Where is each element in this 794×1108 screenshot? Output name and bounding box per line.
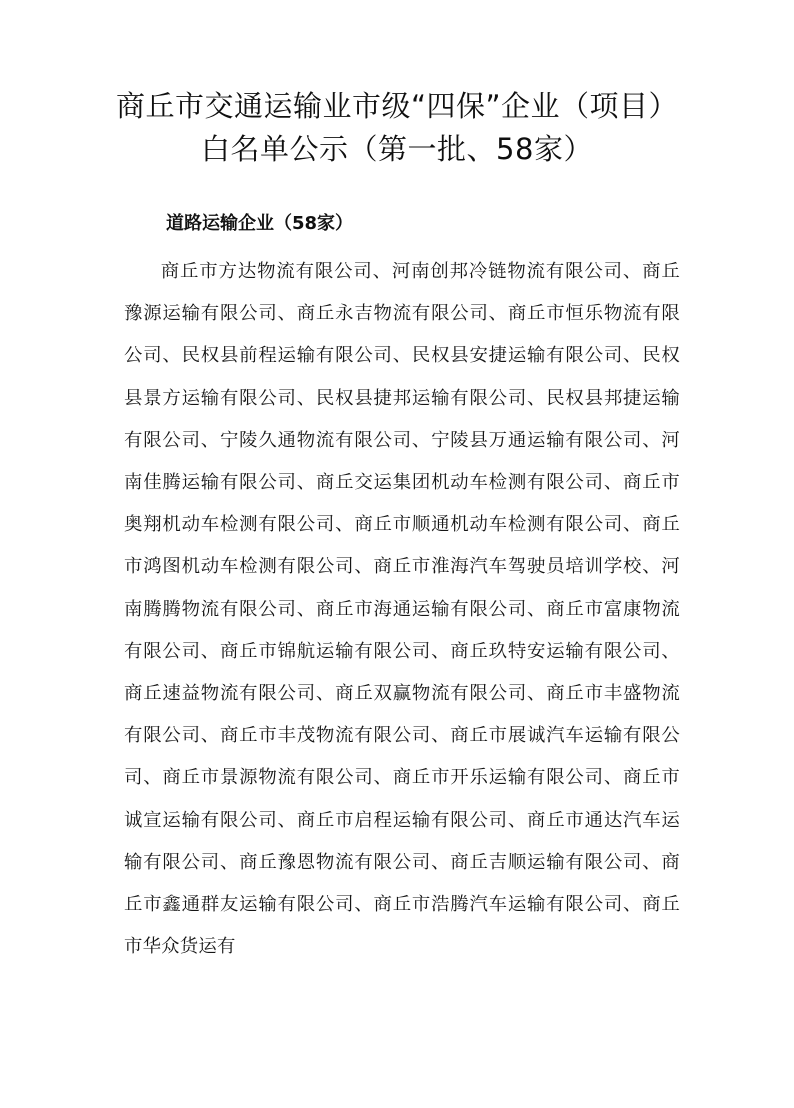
section-body-text: 商丘市方达物流有限公司、河南创邦冷链物流有限公司、商丘豫源运输有限公司、商丘永吉物流有限公司、商丘市恒乐物流有限公司、民权县前程运输有限公司、民权县安捷运输有限公司、民权县景方运输有限公司、民权县捷邦运输有限公司、民权县邦捷运输有限公司、宁陵久通物流有限公司、宁陵县万通运输有限公司、河南佳腾运输有限公司、商丘交运集团机动车检测有限公司、商丘市奥翔机动车检测有限公司、商丘市顺通机动车检测有限公司、商丘市鸿图机动车检测有限公司、商丘市淮海汽车驾驶员培训学校、河南腾腾物流有限公司、商丘市海通运输有限公司、商丘市富康物流有限公司、商丘市锦航运输有限公司、商丘玖特安运输有限公司、商丘速益物流有限公司、商丘双赢物流有限公司、商丘市丰盛物流有限公司、商丘市丰茂物流有限公司、商丘市展诚汽车运输有限公司、商丘市景源物流有限公司、商丘市开乐运输有限公司、商丘市诚宣运输有限公司、商丘市启程运输有限公司、商丘市通达汽车运输有限公司、商丘豫恩物流有限公司、商丘吉顺运输有限公司、商丘市鑫通群友运输有限公司、商丘市浩腾汽车运输有限公司、商丘市华众货运有 — [124, 261, 680, 958]
document-title-line-1: 商丘市交通运输业市级“四保”企业（项目） — [115, 89, 679, 123]
document-title-line-2: 白名单公示（第一批、58家） — [201, 132, 593, 166]
section-heading: 道路运输企业（58家） — [166, 213, 354, 234]
